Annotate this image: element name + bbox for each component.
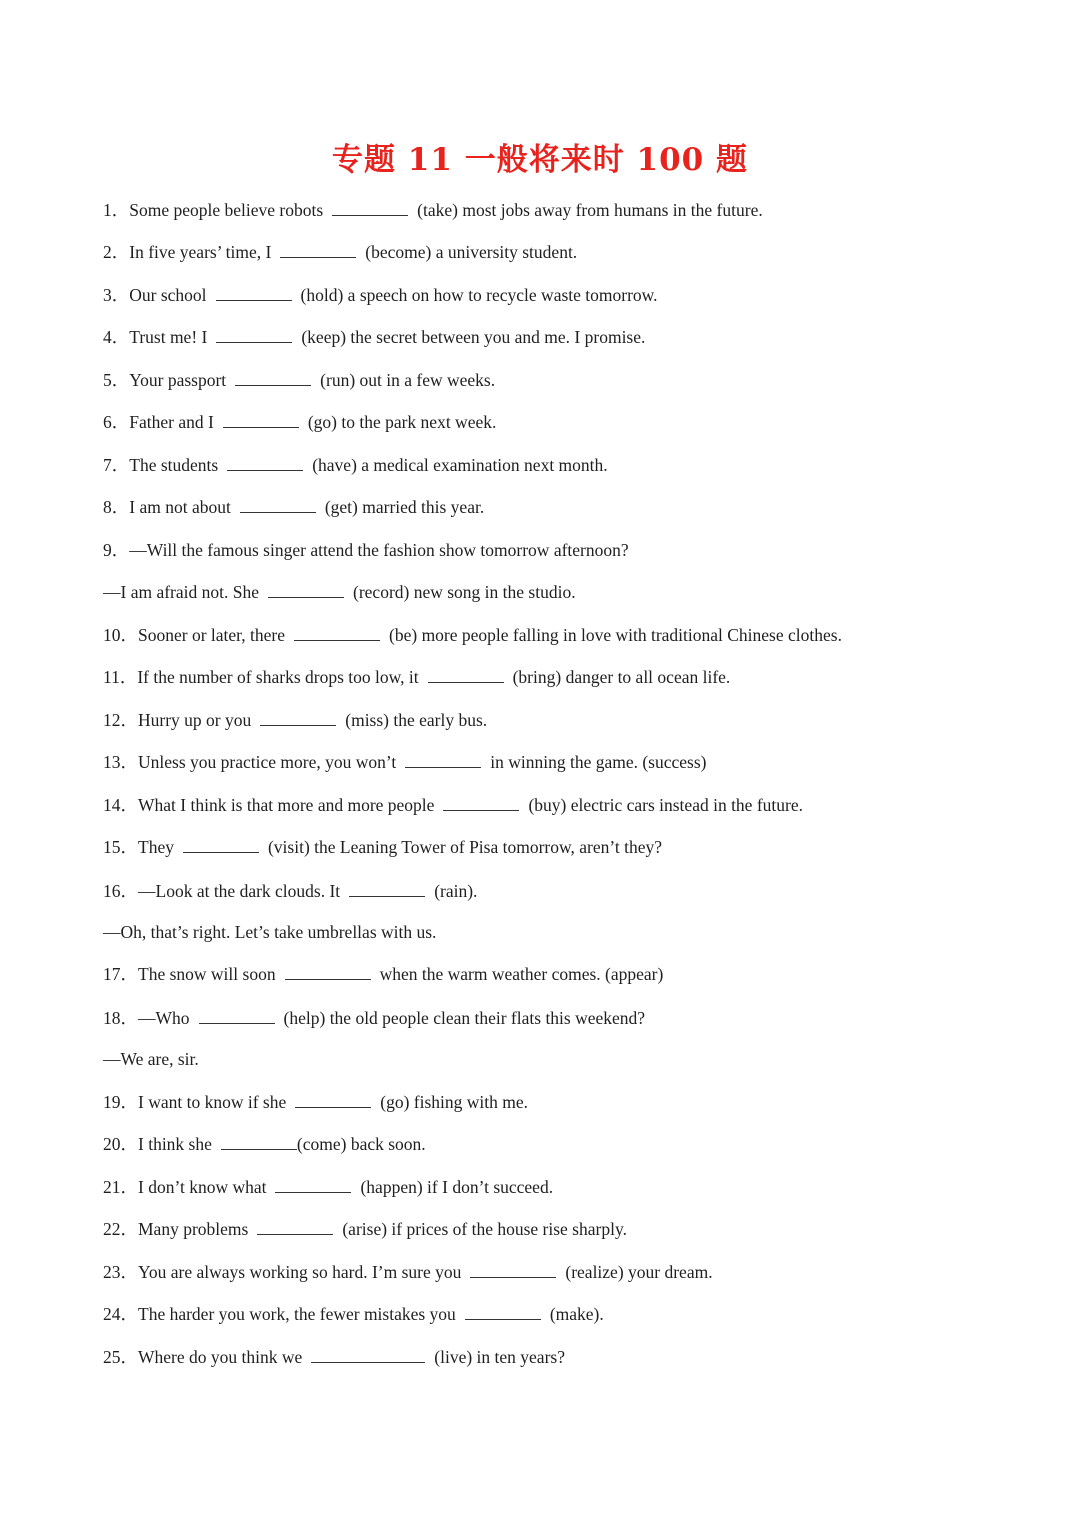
question-number: 15． [103,837,138,857]
question-text-after: (visit) the Leaning Tower of Pisa tomorrow, aren’t they? [267,837,663,857]
answer-blank[interactable] [235,370,311,386]
question-number: 22． [103,1219,138,1239]
question-text-before: The harder you work, the fewer mistakes you [138,1304,456,1324]
question-item [103,495,484,519]
question-item [103,453,608,477]
question-text-after: (go) to the park next week. [307,412,497,432]
question-text-before: Unless you practice more, you won’t [138,752,397,772]
question-text-before: Where do you think we [138,1347,303,1367]
question-text-before: What I think is that more and more people [138,795,435,815]
answer-blank[interactable] [332,200,408,216]
question-number: 7． [103,455,130,475]
answer-blank[interactable] [405,752,481,768]
question-text-before: Our school [129,285,207,305]
answer-blank[interactable] [275,1177,351,1193]
question-text-after: (get) married this year. [324,497,485,517]
question-text-after: (become) a university student. [365,242,578,262]
answer-blank[interactable] [223,412,299,428]
answer-blank[interactable] [221,1134,297,1150]
question-text-before: Many problems [138,1219,249,1239]
question-text-after: (come) back soon. [296,1134,426,1154]
answer-blank[interactable] [199,1008,275,1024]
question-item [103,325,645,349]
question-item [103,1090,528,1114]
question-text: —We are, sir. [103,1049,199,1069]
answer-blank[interactable] [260,710,336,726]
question-text-after: (have) a medical examination next month. [312,455,608,475]
answer-blank[interactable] [268,582,344,598]
question-text-before: I want to know if she [138,1092,287,1112]
answer-blank[interactable] [227,455,303,471]
answer-blank[interactable] [216,327,292,343]
answer-blank[interactable] [295,1092,371,1108]
question-item [103,1302,604,1326]
question-text-before: They [138,837,174,857]
question-text-after: (make). [549,1304,604,1324]
question-item [103,1217,627,1241]
question-text-line [103,1047,199,1071]
question-number: 16． [103,881,138,901]
question-item [103,410,496,434]
answer-blank[interactable] [240,497,316,513]
answer-blank[interactable] [311,1347,425,1363]
question-text-before: I don’t know what [138,1177,267,1197]
question-item [103,1132,426,1156]
question-text-after: (realize) your dream. [565,1262,713,1282]
question-item [103,1175,553,1199]
question-text-before: Some people believe robots [129,200,324,220]
question-number: 2． [103,242,130,262]
question-text-before: Father and I [129,412,214,432]
question-text-before: Trust me! I [129,327,208,347]
question-text-after: (miss) the early bus. [345,710,488,730]
answer-blank[interactable] [183,837,259,853]
question-text-before: —Who [138,1008,190,1028]
question-text: —Oh, that’s right. Let’s take umbrellas with us. [103,922,437,942]
question-item [103,283,658,307]
question-text-before: —Look at the dark clouds. It [138,881,341,901]
question-number: 8． [103,497,130,517]
question-item [103,1345,565,1369]
question-item [103,665,730,689]
question-text-before: —I am afraid not. She [103,582,259,602]
question-number: 21． [103,1177,138,1197]
question-text-after: (hold) a speech on how to recycle waste tomorrow. [300,285,658,305]
answer-blank[interactable] [428,667,504,683]
question-item [103,198,763,222]
question-number: 14． [103,795,138,815]
question-text: —Will the famous singer attend the fashion show tomorrow afternoon? [129,540,629,560]
question-text-before: I am not about [129,497,231,517]
question-item [103,835,662,859]
question-item [103,793,803,817]
answer-blank[interactable] [443,795,519,811]
question-text-after: (buy) electric cars instead in the future. [528,795,803,815]
question-text-after: (go) fishing with me. [380,1092,529,1112]
question-text-before: The snow will soon [138,964,276,984]
question-item [103,962,663,986]
question-number: 24． [103,1304,138,1324]
answer-blank[interactable] [349,881,425,897]
question-number: 5． [103,370,130,390]
question-number: 6． [103,412,130,432]
question-number: 20． [103,1134,138,1154]
question-item [103,879,477,903]
answer-blank[interactable] [257,1219,333,1235]
question-item [103,708,487,732]
question-text-after: (keep) the secret between you and me. I promise. [301,327,646,347]
question-number: 3． [103,285,130,305]
question-text-line [103,538,629,562]
answer-blank[interactable] [285,964,371,980]
question-number: 23． [103,1262,138,1282]
question-text-after: when the warm weather comes. (appear) [379,964,664,984]
question-text-after: (be) more people falling in love with traditional Chinese clothes. [389,625,842,645]
question-number: 4． [103,327,130,347]
answer-blank[interactable] [294,625,380,641]
question-item [103,1006,645,1030]
question-number: 17． [103,964,138,984]
worksheet-title: 专题 11 一般将来时 100 题 [331,142,749,178]
question-item [103,623,842,647]
answer-blank[interactable] [216,285,292,301]
question-text-before: Sooner or later, there [138,625,286,645]
question-text-after: (rain). [434,881,478,901]
question-number: 11． [103,667,138,687]
question-number: 12． [103,710,138,730]
question-text-before: If the number of sharks drops too low, it [137,667,419,687]
question-item [103,750,707,774]
question-item [103,240,577,264]
question-text-before: Your passport [129,370,227,390]
answer-blank[interactable] [470,1262,556,1278]
question-number: 19． [103,1092,138,1112]
question-text-after: (record) new song in the studio. [353,582,576,602]
answer-blank[interactable] [465,1304,541,1320]
question-text-after: (happen) if I don’t succeed. [360,1177,554,1197]
question-text-after: (help) the old people clean their flats this weekend? [283,1008,646,1028]
question-text-after: in winning the game. (success) [490,752,707,772]
question-text-after: (bring) danger to all ocean life. [512,667,731,687]
question-text-after: (take) most jobs away from humans in the future. [417,200,763,220]
question-number: 1． [103,200,130,220]
question-text-line [103,920,436,944]
question-text-before: Hurry up or you [138,710,252,730]
question-number: 10． [103,625,138,645]
question-text-after: (arise) if prices of the house rise sharply. [342,1219,627,1239]
question-item [103,1260,713,1284]
question-number: 13． [103,752,138,772]
question-number: 9． [103,540,130,560]
question-text-before: The students [129,455,219,475]
question-text-after: (live) in ten years? [434,1347,565,1367]
question-text-before: You are always working so hard. I’m sure you [138,1262,462,1282]
question-number: 25． [103,1347,138,1367]
answer-blank[interactable] [280,242,356,258]
question-text-before: In five years’ time, I [129,242,272,262]
question-text-before: I think she [138,1134,212,1154]
question-item [103,368,495,392]
question-item [103,580,576,604]
question-number: 18． [103,1008,138,1028]
question-text-after: (run) out in a few weeks. [320,370,496,390]
